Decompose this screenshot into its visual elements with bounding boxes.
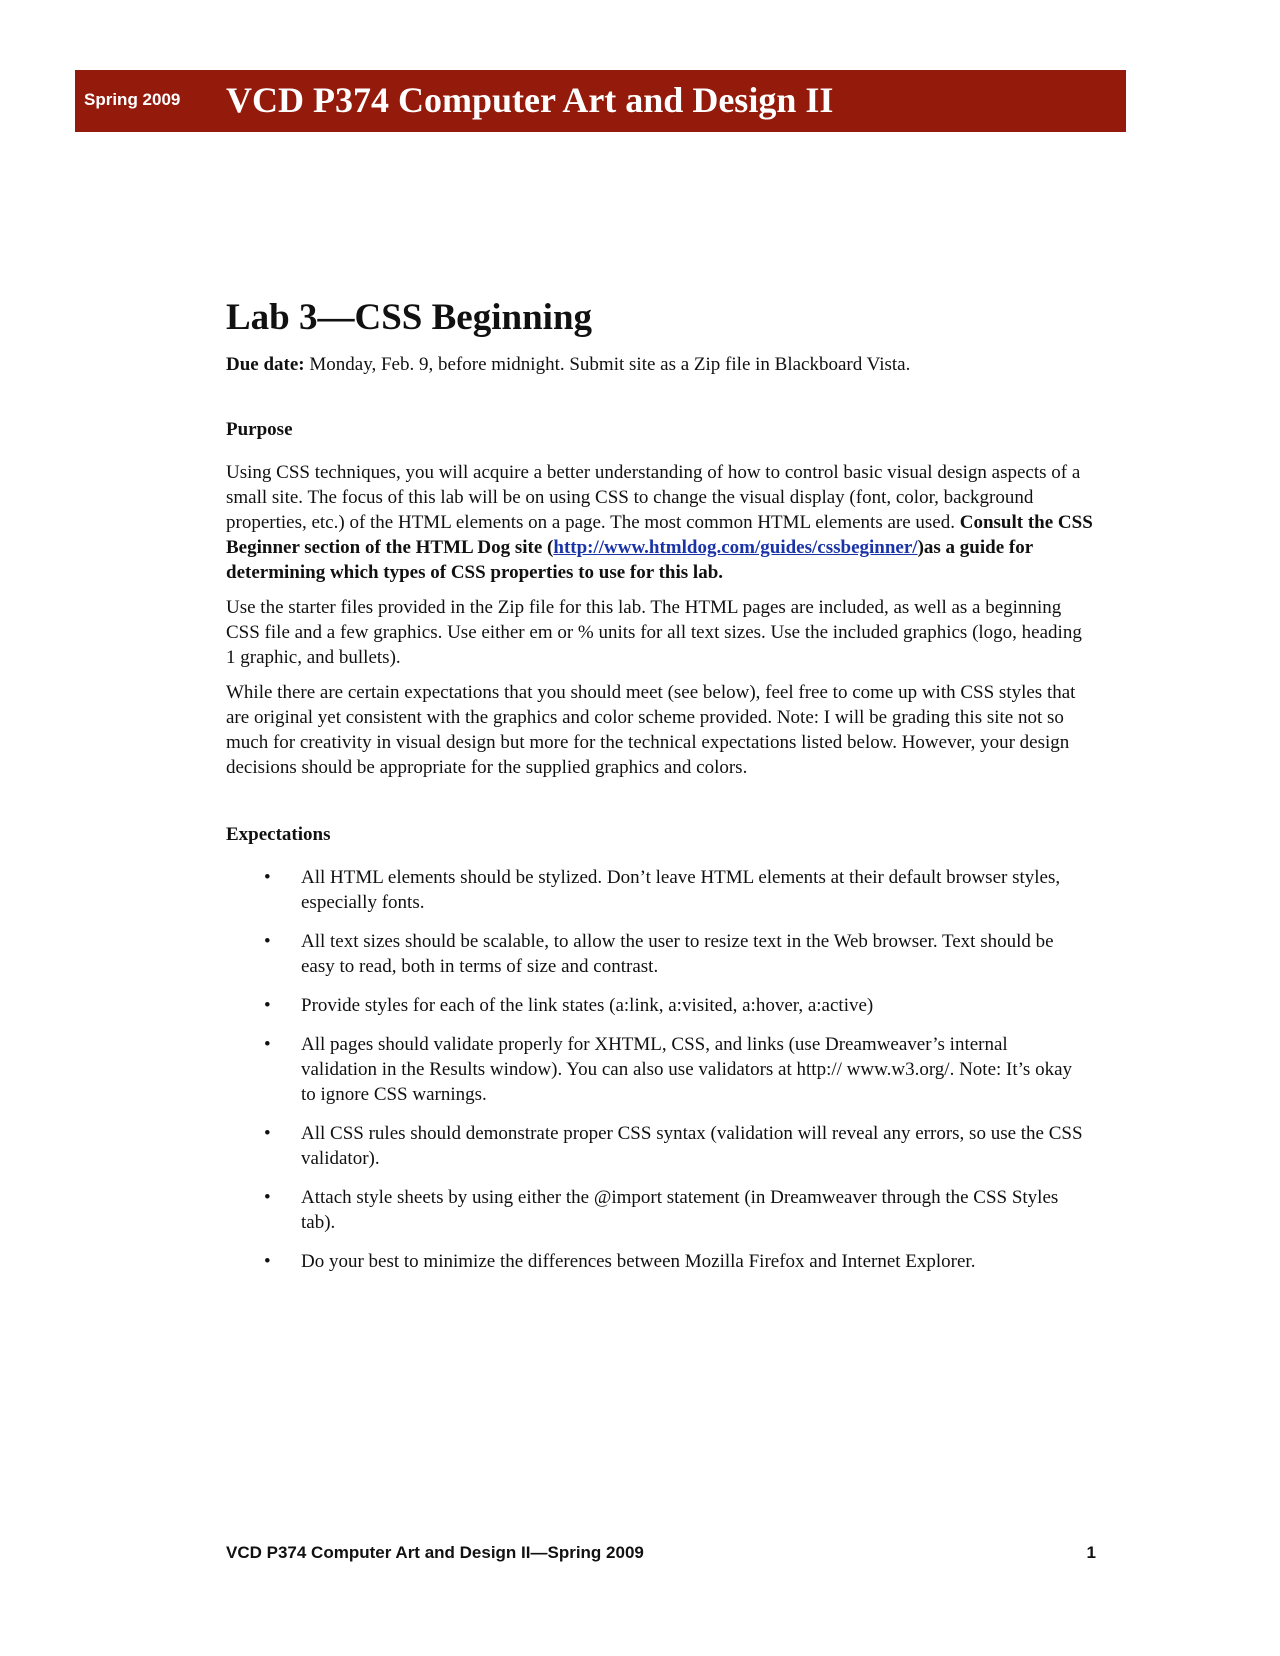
purpose-paragraph-2: Use the starter files provided in the Zip file for this lab. The HTML pages are included, as well as a beginning CSS file and a few graphics. Use either em or % units for all text sizes. Use the included graphics (logo, heading 1 graphic, and bullets). (226, 597, 1082, 669)
bullet-icon: • (264, 1187, 271, 1209)
purpose-p1-bold-a: Consult the CSS Beginner section of the HTML Dog site ( (226, 512, 1093, 559)
bullet-icon: • (264, 1251, 271, 1273)
bullet-icon: • (264, 1123, 271, 1145)
list-item-text: Attach style sheets by using either the @import statement (in Dreamweaver through the CSS Styles tab). (301, 1187, 1059, 1234)
page-title: Lab 3—CSS Beginning (226, 297, 593, 338)
term-label: Spring 2009 (84, 90, 181, 109)
purpose-p1-text: Using CSS techniques, you will acquire a better understanding of how to control basic visual design aspects of a small site. The focus of this lab will be on using CSS to change the visual display (font, color, background properties, etc.) of the HTML elements on a page. The most common HTML elements are used. (226, 462, 1081, 534)
due-date (226, 352, 1096, 377)
footer-text: VCD P374 Computer Art and Design II—Spring 2009 (226, 1543, 644, 1562)
purpose-paragraph-1 (226, 460, 1096, 585)
list-item-text: All CSS rules should demonstrate proper CSS syntax (validation will reveal any errors, so use the CSS validator). (301, 1123, 1083, 1170)
bullet-icon: • (264, 931, 271, 953)
purpose-p1-bold-b: )as a guide for determining which types of CSS properties to use for this lab. (226, 537, 1033, 584)
purpose-paragraph-3: While there are certain expectations that you should meet (see below), feel free to come up with CSS styles that are original yet consistent with the graphics and color scheme provided. Note: I will be grading this site not so much for creativity in visual design but more for the technical expectations listed below. However, your design decisions should be appropriate for the supplied graphics and colors. (226, 682, 1076, 779)
page-footer (226, 1543, 1096, 1563)
expectations-heading: Expectations (226, 824, 331, 846)
list-item-text: All HTML elements should be stylized. Don’t leave HTML elements at their default browser styles, especially fonts. (301, 867, 1061, 914)
list-item-text: Do your best to minimize the differences between Mozilla Firefox and Internet Explorer. (301, 1251, 976, 1273)
list-item (226, 1032, 1096, 1107)
list-item (226, 865, 1096, 915)
document-body (226, 296, 1096, 1288)
due-date-label: Due date: (226, 354, 305, 376)
list-item (226, 1249, 1096, 1274)
header-banner (75, 70, 1126, 132)
bullet-icon: • (264, 1034, 271, 1056)
expectations-list (226, 865, 1096, 1274)
list-item-text: All pages should validate properly for XHTML, CSS, and links (use Dreamweaver’s internal validation in the Results window). You can also use validators at http:// www.w3.org/. Note: It’s okay to ignore CSS warnings. (301, 1034, 1073, 1106)
bullet-icon: • (264, 867, 271, 889)
list-item (226, 993, 1096, 1018)
list-item-text: All text sizes should be scalable, to allow the user to resize text in the Web browser. Text should be easy to read, both in terms of size and contrast. (301, 931, 1054, 978)
due-date-text: Monday, Feb. 9, before midnight. Submit site as a Zip file in Blackboard Vista. (304, 354, 911, 376)
list-item (226, 1185, 1096, 1235)
course-title: VCD P374 Computer Art and Design II (226, 80, 834, 120)
purpose-heading: Purpose (226, 419, 293, 441)
bullet-icon: • (264, 995, 271, 1017)
list-item-text: Provide styles for each of the link states (a:link, a:visited, a:hover, a:active) (301, 995, 874, 1017)
list-item (226, 1121, 1096, 1171)
page-number: 1 (1086, 1543, 1096, 1562)
htmldog-link[interactable]: http://www.htmldog.com/guides/cssbeginner/ (553, 537, 918, 559)
list-item (226, 929, 1096, 979)
